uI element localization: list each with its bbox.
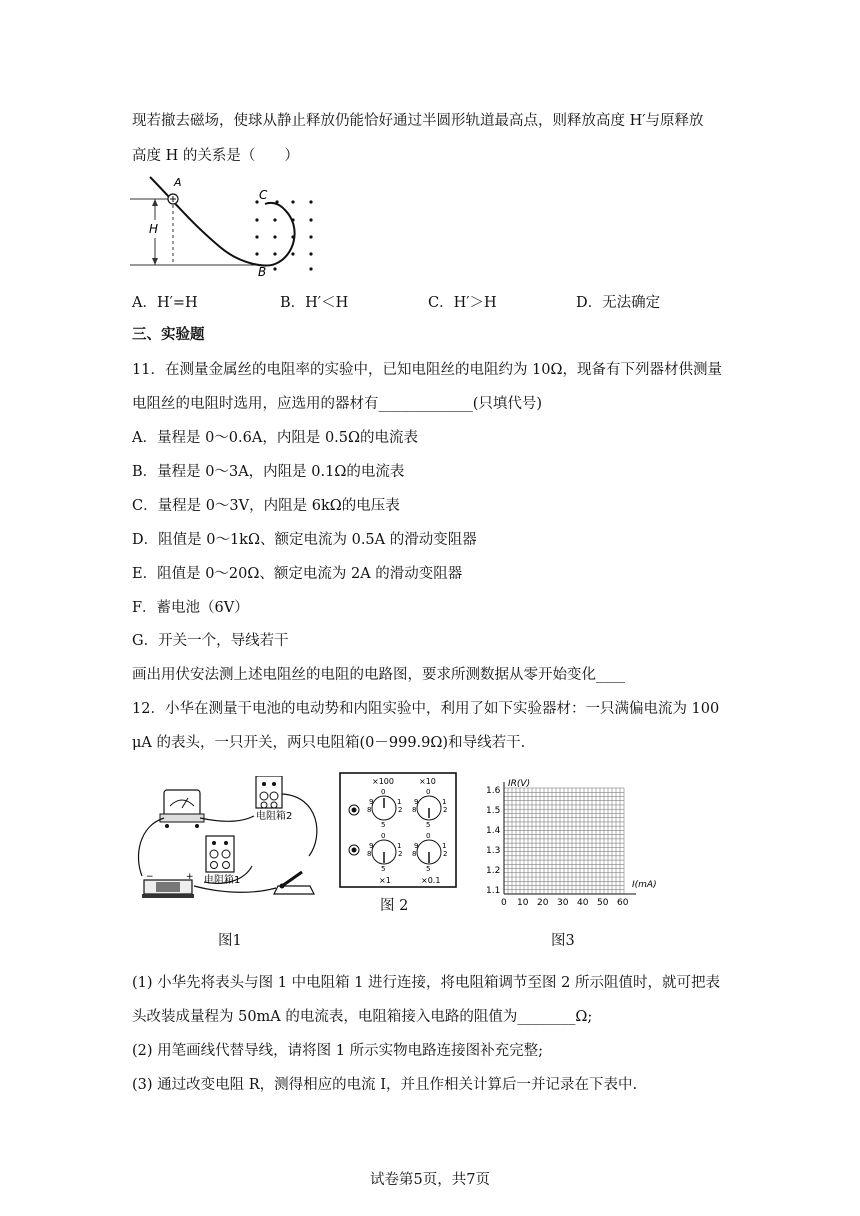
q12-part1-line2: 头改装成量程为 50mA 的电流表，电阻箱接入电路的阻值为________Ω; [132,1009,593,1025]
svg-text:9: 9 [369,798,374,806]
q10-option-b[interactable]: B．H′＜H [280,295,349,311]
svg-text:8: 8 [367,850,372,858]
q11-tail: 画出用伏安法测上述电阻丝的电阻的电路图，要求所测数据从零开始变化____ [132,667,625,683]
fig3-yticks [486,786,501,896]
fig1-box2-label: 电阻箱2 [256,811,293,822]
svg-text:0: 0 [426,832,431,840]
q10-track-figure [130,172,330,278]
q10-b-label: B [258,265,267,278]
fig3-caption: 图3 [551,933,575,949]
q12-fig3-graph [484,774,674,908]
q12-part1-line1: (1) 小华先将表头与图 1 中电阻箱 1 进行连接，将电阻箱调节至图 2 所示阻值时，就可把表 [132,975,720,991]
fig3-xtick: 20 [537,898,549,908]
svg-text:8: 8 [367,806,372,814]
svg-text:1: 1 [442,798,447,806]
svg-text:1: 1 [397,798,402,806]
q10-text-line2: 高度 H 的关系是（ ） [132,148,299,164]
svg-text:1: 1 [397,842,402,850]
q10-a-label: A [174,176,182,189]
svg-text:5: 5 [381,821,386,829]
fig3-ylabel: IR(V) [508,779,531,789]
q10-text-line1: 现若撤去磁场，使球从静止释放仍能恰好通过半圆形轨道最高点，则释放高度 H′与原释放 [132,113,704,129]
q11-item-f: F．蓄电池（6V） [132,600,249,616]
q12-text-line2: μA 的表头，一只开关，两只电阻箱(0－999.9Ω)和导线若干. [132,735,526,751]
svg-text:8: 8 [412,806,417,814]
svg-text:2: 2 [443,850,448,858]
svg-text:5: 5 [426,865,431,873]
fig3-xtick: 60 [617,898,629,908]
q11-item-g: G．开关一个，导线若干 [132,633,289,649]
q12-part2: (2) 用笔画线代替导线，请将图 1 所示实物电路连接图补充完整; [132,1043,543,1059]
fig3-ytick: 1.1 [486,886,501,896]
svg-text:8: 8 [412,850,417,858]
svg-text:2: 2 [443,806,448,814]
q11-text-line2: 电阻丝的电阻时选用，应选用的器材有_____________(只填代号) [132,396,543,412]
fig2-x1-label: ×1 [379,876,391,885]
fig3-xtick: 40 [577,898,589,908]
q12-fig1-circuit [134,776,324,906]
fig3-ytick: 1.5 [486,806,501,816]
q10-option-c[interactable]: C．H′＞H [428,295,497,311]
fig3-xtick: 30 [557,898,569,908]
fig3-xtick: 10 [517,898,529,908]
q11-item-a: A．量程是 0～0.6A，内阻是 0.5Ω的电流表 [132,430,419,446]
q10-h-label: H [149,222,159,236]
svg-text:1: 1 [442,842,447,850]
svg-text:9: 9 [414,798,419,806]
svg-text:5: 5 [381,865,386,873]
q12-text-line1: 12．小华在测量干电池的电动势和内阻实验中，利用了如下实验器材：一只满偏电流为 100 [132,701,720,717]
q12-fig2-resistance-box [339,772,457,888]
svg-text:2: 2 [398,850,403,858]
fig3-ytick: 1.3 [486,846,501,856]
svg-text:0: 0 [426,788,431,796]
fig3-ytick: 1.6 [486,786,501,796]
svg-text:0: 0 [381,788,386,796]
fig3-xticks [501,898,629,908]
svg-text:9: 9 [369,842,374,850]
q11-item-b: B．量程是 0～3A，内阻是 0.1Ω的电流表 [132,464,405,480]
fig2-x10-label: ×10 [419,777,436,786]
fig2-x100-label: ×100 [372,777,394,786]
fig3-xlabel: I(mA) [632,880,657,890]
fig3-xtick: 50 [597,898,609,908]
fig3-xtick: 0 [501,898,507,908]
svg-text:2: 2 [398,806,403,814]
fig2-x01-label: ×0.1 [421,876,441,885]
fig2-caption: 图 2 [380,898,409,914]
section-title: 三、实验题 [132,326,205,343]
q11-text-line1: 11．在测量金属丝的电阻率的实验中，已知电阻丝的电阻约为 10Ω，现备有下列器材供测量 [132,362,723,378]
magnetic-field-dots [255,200,312,270]
q10-c-label: C [259,188,268,202]
fig3-grid [504,788,624,894]
svg-text:−: − [146,872,154,882]
page-footer: 试卷第5页，共7页 [370,1172,490,1188]
fig1-box1-label: 电阻箱1 [204,875,241,886]
svg-text:9: 9 [414,842,419,850]
q11-item-c: C．量程是 0～3V，内阻是 6kΩ的电压表 [132,498,400,514]
q11-item-e: E．阻值是 0～20Ω、额定电流为 2A 的滑动变阻器 [132,566,463,582]
fig3-ytick: 1.4 [486,826,501,836]
q11-item-d: D．阻值是 0～1kΩ、额定电流为 0.5A 的滑动变阻器 [132,532,477,548]
fig1-caption: 图1 [218,933,242,949]
q10-option-a[interactable]: A．H′=H [132,295,198,311]
svg-text:0: 0 [381,832,386,840]
svg-text:5: 5 [426,821,431,829]
svg-text:+: + [186,872,194,882]
q12-part3: (3) 通过改变电阻 R，测得相应的电流 I，并且作相关计算后一并记录在下表中. [132,1077,638,1093]
fig3-ytick: 1.2 [486,866,501,876]
q10-option-d[interactable]: D．无法确定 [576,295,661,311]
